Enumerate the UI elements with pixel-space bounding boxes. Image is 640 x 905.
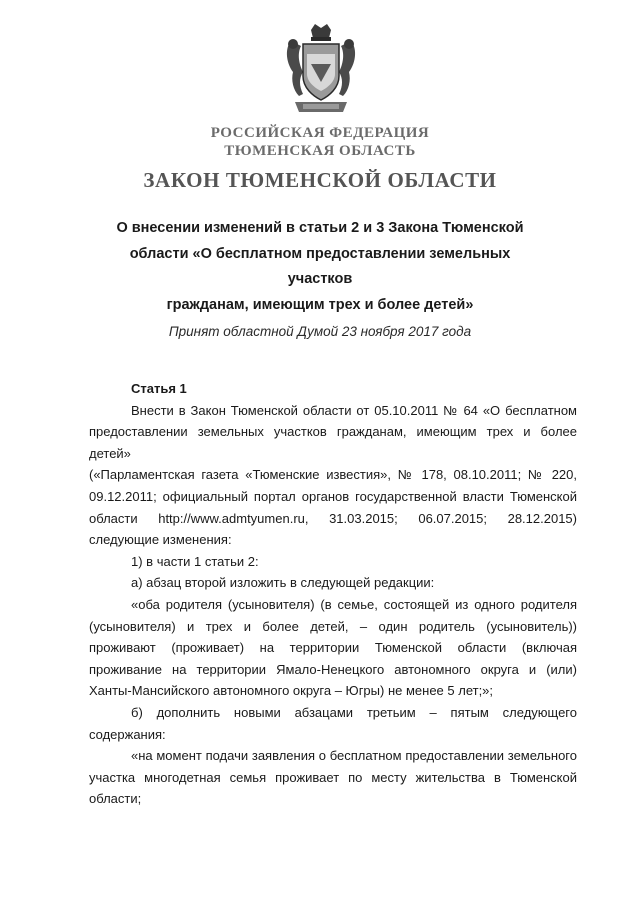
header-country: РОССИЙСКАЯ ФЕДЕРАЦИЯ (210, 125, 430, 141)
article-heading: Статья 1 (131, 381, 187, 396)
paragraph-line: области http://www.admtyumen.ru, 31.03.2015; 06.07.2015; 28.12.2015) (89, 510, 577, 526)
quote-line: «на момент подачи заявления о бесплатном предоставлении земельного (131, 748, 577, 764)
list-item: содержания: (89, 726, 166, 742)
law-title: ЗАКОН ТЮМЕНСКОЙ ОБЛАСТИ (143, 168, 497, 192)
coat-of-arms-icon (281, 24, 361, 116)
list-item: б) дополнить новыми абзацами третьим – пятым следующего (131, 704, 577, 720)
coat-of-arms-emblem (281, 24, 361, 116)
quote-line: проживание на территории Ямало-Ненецкого автономного округа и (или) (89, 661, 577, 677)
quote-line: Ханты-Мансийского автономного округа – Югры) не менее 5 лет;»; (89, 683, 494, 699)
law-subtitle (110, 216, 530, 318)
quote-line: участка многодетная семья проживает по месту жительства в Тюменской (89, 769, 577, 785)
subtitle-line: гражданам, имеющим трех и более детей» (166, 296, 474, 313)
quote-line: проживают (проживает) на территории Тюменской области (включая (89, 640, 577, 656)
quote-line: «оба родителя (усыновителя) (в семье, состоящей из одного родителя (131, 596, 577, 612)
paragraph-line: 09.12.2011; официальный портал органов государственной власти Тюменской (89, 488, 577, 504)
quote-line: области; (89, 791, 142, 807)
law-body (89, 378, 577, 810)
paragraph-line: («Парламентская газета «Тюменские известия», № 178, 08.10.2011; № 220, (89, 467, 577, 483)
quote-line: (усыновителя) и трех и более детей, – один родитель (усыновитель)) (89, 618, 577, 634)
list-item: 1) в части 1 статьи 2: (131, 553, 259, 569)
subtitle-line: О внесении изменений в статьи 2 и 3 Закона Тюменской (116, 220, 524, 236)
subtitle-line: области «О бесплатном предоставлении земельных участков (129, 245, 511, 287)
paragraph-line: Внести в Закон Тюменской области от 05.10.2011 № 64 «О бесплатном (131, 402, 577, 418)
paragraph-line: следующие изменения: (89, 532, 232, 548)
paragraph-line: предоставлении земельных участков гражданам, имеющим трех и более детей» (89, 424, 577, 461)
adoption-note: Принят областной Думой 23 ноября 2017 года (168, 324, 472, 339)
list-item: а) абзац второй изложить в следующей редакции: (131, 575, 435, 591)
header-region: ТЮМЕНСКАЯ ОБЛАСТЬ (224, 143, 416, 159)
